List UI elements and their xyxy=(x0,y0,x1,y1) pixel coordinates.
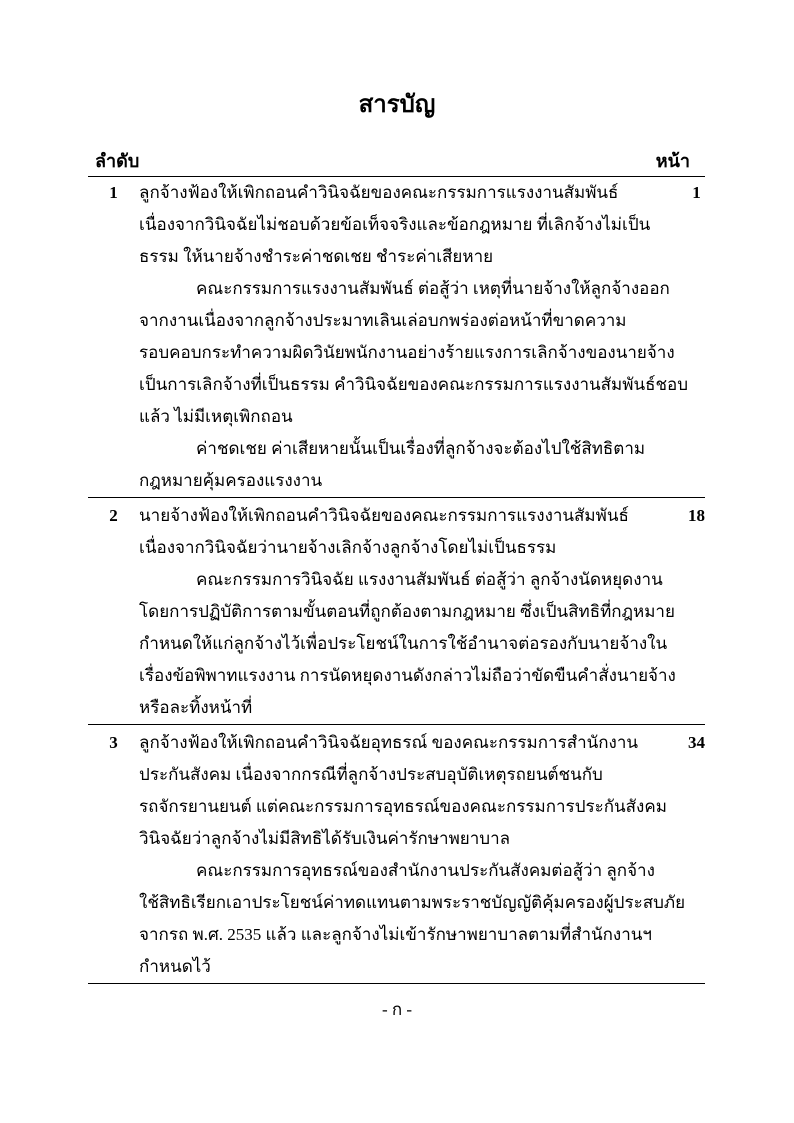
entry-page-number: 1 xyxy=(692,183,701,202)
summary-line: ประกันสังคม เนื่องจากกรณีที่ลูกจ้างประสบอุบัติเหตุรถยนต์ชนกับ xyxy=(139,765,603,784)
summary-line: ลูกจ้างฟ้องให้เพิกถอนคำวินิจฉัยของคณะกรรมการแรงงานสัมพันธ์ xyxy=(139,183,619,202)
entry-summary xyxy=(139,498,688,725)
summary-line: รถจักรยานยนต์ แต่คณะกรรมการอุทธรณ์ของคณะกรรมการประกันสังคม xyxy=(139,797,667,816)
summary-line: หรือละทิ้งหน้าที่ xyxy=(139,698,253,717)
summary-line: เรื่องข้อพิพาทแรงงาน การนัดหยุดงานดังกล่าวไม่ถือว่าขัดขืนคำสั่งนายจ้าง xyxy=(139,666,676,685)
entry-number: 3 xyxy=(109,733,118,752)
summary-line: กฎหมายคุ้มครองแรงงาน xyxy=(139,471,323,490)
summary-line: โดยการปฏิบัติการตามขั้นตอนที่ถูกต้องตามกฎหมาย ซึ่งเป็นสิทธิที่กฎหมาย xyxy=(139,602,675,621)
summary-line: ค่าชดเชย ค่าเสียหายนั้นเป็นเรื่องที่ลูกจ้างจะต้องไปใช้สิทธิตาม xyxy=(196,439,646,458)
entry-summary xyxy=(139,725,688,984)
summary-line: จากงานเนื่องจากลูกจ้างประมาทเลินเล่อบกพร่องต่อหน้าที่ขาดความ xyxy=(139,311,627,330)
summary-line: คณะกรรมการแรงงานสัมพันธ์ ต่อสู้ว่า เหตุที่นายจ้างให้ลูกจ้างออก xyxy=(196,279,670,298)
summary-line: ใช้สิทธิเรียกเอาประโยชน์ค่าทดแทนตามพระราชบัญญัติคุ้มครองผู้ประสบภัย xyxy=(139,893,686,912)
page-number-footer: - ก - xyxy=(381,1000,413,1019)
summary-line: เป็นการเลิกจ้างที่เป็นธรรม คำวินิจฉัยของคณะกรรมการแรงงานสัมพันธ์ชอบ xyxy=(139,375,688,394)
entry-page-number: 18 xyxy=(688,506,705,525)
summary-line: กำหนดให้แก่ลูกจ้างไว้เพื่อประโยชน์ในการใช้อำนาจต่อรองกับนายจ้างใน xyxy=(139,634,668,653)
entry-number: 1 xyxy=(109,183,118,202)
summary-line: จากรถ พ.ศ. 2535 แล้ว และลูกจ้างไม่เข้ารักษาพยาบาลตามที่สำนักงานฯ xyxy=(139,925,652,944)
order-column-header: ลำดับ xyxy=(95,151,140,171)
summary-line: คณะกรรมการวินิจฉัย แรงงานสัมพันธ์ ต่อสู้ว่า ลูกจ้างนัดหยุดงาน xyxy=(196,570,663,589)
summary-line: คณะกรรมการอุทธรณ์ของสำนักงานประกันสังคมต่อสู้ว่า ลูกจ้าง xyxy=(196,861,655,880)
summary-line: วินิจฉัยว่าลูกจ้างไม่มีสิทธิได้รับเงินค่ารักษาพยาบาล xyxy=(139,829,511,848)
toc-entry xyxy=(88,725,705,984)
summary-line: รอบคอบกระทำความผิดวินัยพนักงานอย่างร้ายแรงการเลิกจ้างของนายจ้าง xyxy=(139,343,675,362)
summary-line: กำหนดไว้ xyxy=(139,957,211,976)
entry-summary xyxy=(139,177,688,498)
page-title: สารบัญ xyxy=(358,92,436,118)
summary-line: แล้ว ไม่มีเหตุเพิกถอน xyxy=(139,407,293,426)
toc-table xyxy=(88,176,705,984)
toc-entry xyxy=(88,498,705,725)
entry-number: 2 xyxy=(109,506,118,525)
entry-page-number: 34 xyxy=(688,733,705,752)
toc-entry xyxy=(88,177,705,498)
page-column-header: หน้า xyxy=(655,151,690,171)
summary-line: เนื่องจากวินิจฉัยไม่ชอบด้วยข้อเท็จจริงและข้อกฎหมาย ที่เลิกจ้างไม่เป็น xyxy=(139,215,651,234)
summary-line: ลูกจ้างฟ้องให้เพิกถอนคำวินิจฉัยอุทธรณ์ ของคณะกรรมการสำนักงาน xyxy=(139,733,639,752)
summary-line: ธรรม ให้นายจ้างชำระค่าชดเชย ชำระค่าเสียหาย xyxy=(139,247,494,266)
summary-line: นายจ้างฟ้องให้เพิกถอนคำวินิจฉัยของคณะกรรมการแรงงานสัมพันธ์ xyxy=(139,506,629,525)
summary-line: เนื่องจากวินิจฉัยว่านายจ้างเลิกจ้างลูกจ้างโดยไม่เป็นธรรม xyxy=(139,538,557,557)
